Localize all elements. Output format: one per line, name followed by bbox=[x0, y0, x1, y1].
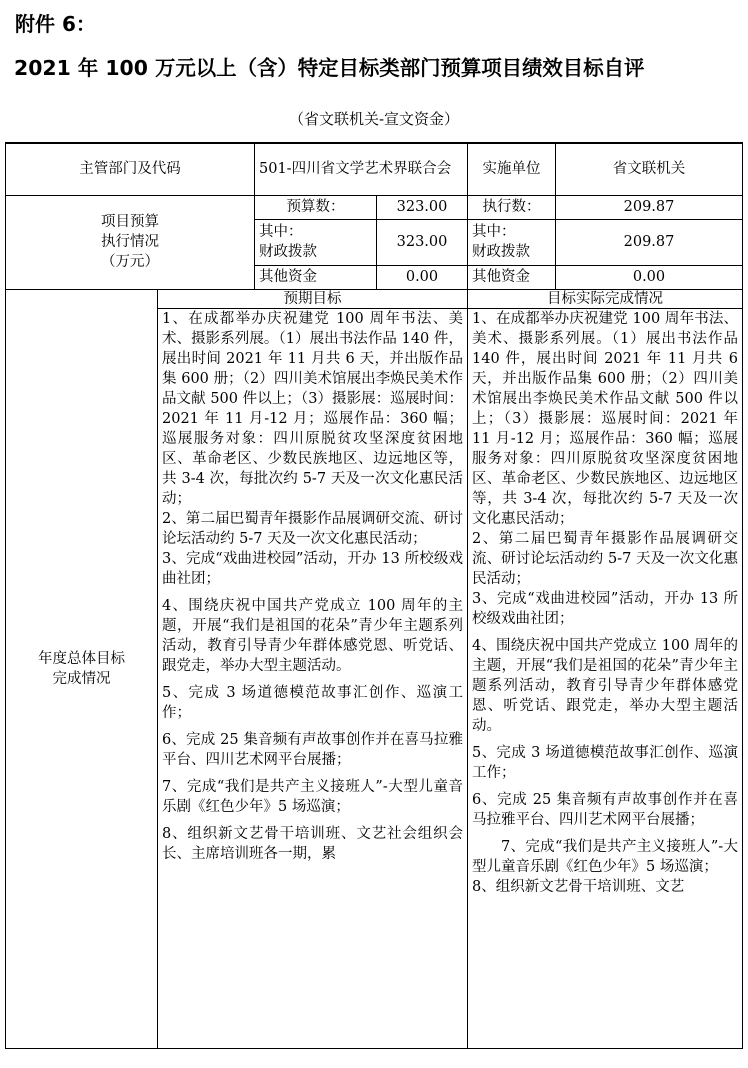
actual-item: 1、在成都举办庆祝建党 100 周年书法、美术、摄影系列展。（1）展出书法作品 140 件，展出时间 2021 年 11 月共 6 天，并出版作品集 600 册；（2）四川美术馆展出李焕民美术作品文献 500 件以上；（3）摄影展：巡展时间：2021 年 11 月-12 月；巡展作品：360 幅；巡展服务对象：四川原脱贫攻坚深度贫困地区、革命老区、少数民族地区、边远地区等，共 3-4 次，每批次约 5-7 天及一次文化惠民活动； bbox=[472, 310, 738, 527]
budget-label-line: 执行情况 bbox=[101, 234, 159, 250]
actual-item: 5、完成 3 场道德模范故事汇创作、巡演工作； bbox=[472, 744, 738, 781]
budget-amount-label: 预算数： bbox=[255, 195, 377, 219]
expected-item: 4、围绕庆祝中国共产党成立 100 周年的主题，开展“我们是祖国的花朵”青少年主题系列活动，教育引导青少年群体感党恩、听党话、跟党走，举办大型主题活动。 bbox=[162, 597, 463, 674]
actual-results bbox=[468, 308, 743, 1048]
actual-item: 3、完成“戏曲进校园”活动，开办 13 所校级戏曲社团； bbox=[472, 590, 738, 627]
goal-label-line: 完成情况 bbox=[52, 670, 111, 687]
actual-item: 2、第二届巴蜀青年摄影作品展调研交流、研讨论坛活动约 5-7 天及一次文化惠民活动； bbox=[472, 530, 738, 587]
document-title: 2021 年 100 万元以上（含）特定目标类部门预算项目绩效目标自评 bbox=[14, 56, 645, 80]
expected-item: 1、在成都举办庆祝建党 100 周年书法、美术、摄影系列展。（1）展出书法作品 140 件，展出时间 2021 年 11 月共 6 天，并出版作品集 600 册；（2）四川美术馆展出李焕民美术作品文献 500 件以上；（3）摄影展：巡展时间：2021 年 11 月-12 月；巡展作品：360 幅；巡展服务对象：四川原脱贫攻坚深度贫困地区、革命老区、少数民族地区、边远地区等，共 3-4 次，每批次约 5-7 天及一次文化惠民活动； bbox=[162, 310, 463, 507]
expected-item: 7、完成“我们是共产主义接班人”-大型儿童音乐剧《红色少年》5 场巡演； bbox=[162, 778, 463, 815]
budget-label-line: （万元） bbox=[101, 254, 159, 270]
document-subtitle: （省文联机关-宣文资金） bbox=[288, 110, 460, 128]
impl-value: 省文联机关 bbox=[556, 143, 743, 195]
fiscal-label-exec bbox=[468, 219, 556, 265]
goal-label bbox=[6, 289, 158, 1048]
other-label-exec: 其他资金 bbox=[468, 265, 556, 289]
fiscal-exec: 209.87 bbox=[556, 219, 743, 265]
performance-table bbox=[5, 142, 743, 1049]
actual-item: 4、围绕庆祝中国共产党成立 100 周年的主题，开展“我们是祖国的花朵”青少年主题系列活动，教育引导青少年群体感党恩、听党话、跟党走，举办大型主题活动。 bbox=[472, 637, 738, 734]
actual-item: 8、组织新文艺骨干培训班、文艺 bbox=[472, 878, 685, 895]
fiscal-label-line: 其中： bbox=[259, 224, 303, 240]
expected-item: 5、完成 3 场道德模范故事汇创作、巡演工作； bbox=[162, 684, 463, 721]
attachment-label: 附件 6： bbox=[15, 12, 96, 36]
actual-header: 目标实际完成情况 bbox=[468, 289, 743, 308]
other-label: 其他资金 bbox=[255, 265, 377, 289]
actual-item: 6、完成 25 集音频有声故事创作并在喜马拉雅平台、四川艺术网平台展播； bbox=[472, 791, 738, 828]
goal-label-line: 年度总体目标 bbox=[38, 650, 125, 667]
exec-amount-label: 执行数： bbox=[468, 195, 556, 219]
fiscal-budget: 323.00 bbox=[377, 219, 468, 265]
fiscal-label-line: 其中： bbox=[472, 224, 516, 240]
budget-label-line: 项目预算 bbox=[101, 214, 159, 230]
expected-goals bbox=[158, 308, 468, 1048]
dept-value: 501-四川省文学艺术界联合会 bbox=[255, 143, 468, 195]
fiscal-label-line: 财政拨款 bbox=[259, 244, 317, 260]
expected-item: 2、第二届巴蜀青年摄影作品展调研交流、研讨论坛活动约 5-7 天及一次文化惠民活动； bbox=[162, 510, 463, 547]
budget-label bbox=[6, 195, 255, 289]
expected-item: 3、完成“戏曲进校园”活动，开办 13 所校级戏曲社团； bbox=[162, 550, 463, 587]
expected-header: 预期目标 bbox=[158, 289, 468, 308]
impl-label: 实施单位 bbox=[468, 143, 556, 195]
fiscal-label-line: 财政拨款 bbox=[472, 244, 530, 260]
dept-label: 主管部门及代码 bbox=[6, 143, 255, 195]
other-budget: 0.00 bbox=[377, 265, 468, 289]
expected-item: 6、完成 25 集音频有声故事创作并在喜马拉雅平台、四川艺术网平台展播； bbox=[162, 731, 463, 768]
other-exec: 0.00 bbox=[556, 265, 743, 289]
budget-amount: 323.00 bbox=[377, 195, 468, 219]
actual-item: 7、完成“我们是共产主义接班人”-大型儿童音乐剧《红色少年》5 场巡演； bbox=[472, 838, 738, 875]
expected-item: 8、组织新文艺骨干培训班、文艺社会组织会长、主席培训班各一期，累 bbox=[162, 825, 463, 862]
exec-amount: 209.87 bbox=[556, 195, 743, 219]
fiscal-label bbox=[255, 219, 377, 265]
